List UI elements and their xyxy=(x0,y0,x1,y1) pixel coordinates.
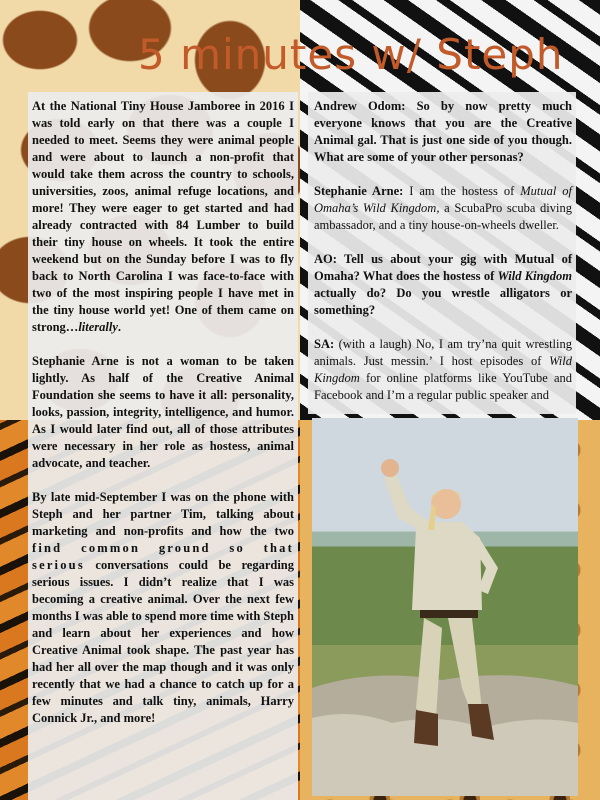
page-title: 5 minutes w/ Steph xyxy=(138,30,564,79)
right-text-column xyxy=(308,92,576,414)
question-2: AO: Tell us about your gig with Mutual of Omaha? What does the hostess of Wild Kingdom actually do? Do you wrestle alligators or something? xyxy=(314,252,572,317)
answer-1: Stephanie Arne: I am the hostess of Mutual of Omaha’s Wild Kingdom, a ScubaPro scuba diving ambassador, and a tiny house-on-wheels dweller. xyxy=(314,184,572,232)
answer-2: SA: (with a laugh) No, I am try’na quit wrestling animals. Just messin.’ I host episodes of Wild Kingdom for online platforms like YouTube and Facebook and I’m a regular public speaker and xyxy=(314,337,572,402)
stephanie-photo xyxy=(312,418,578,796)
profile-paragraph: Stephanie Arne is not a woman to be taken lightly. As half of the Creative Animal Foundation she seems to have it all: personality, looks, passion, integrity, intelligence, and humor. As I would later find out, all of those attributes were necessary in her role as hostess, animal advocate, and teacher. xyxy=(32,354,294,470)
left-text-column xyxy=(28,92,298,800)
intro-paragraph: At the National Tiny House Jamboree in 2016 I was told early on that there was a couple I needed to meet. Seems they were animal people and were about to launch a non-profit that would take them across the country to schools, universities, zoos, animal refuge locations, and more! They were eager to get started and had already contracted with 84 Lumber to build their tiny house on wheels. It took the entire weekend but on the Sunday before I was to fly back to North Carolina I was face-to-face with two of the most inspiring people I have met in the tiny house world yet! One of them came on strong…literally. xyxy=(32,99,294,334)
stephanie-figure-illustration xyxy=(312,418,578,796)
background-paragraph: By late mid-September I was on the phone with Steph and her partner Tim, talking about marketing and non-profits and how the two find common ground so that serious conversations could be regarding serious issues. I didn’t realize that I was becoming a creative animal. Over the next few months I was able to spend more time with Steph and learn about her experiences and how Creative Animal took shape. The past year has had her all over the map though and it was only recently that we had a chance to catch up for a few minutes and talk tiny, animals, Harry Connick Jr., and more! xyxy=(32,490,295,725)
question-1: Andrew Odom: So by now pretty much everyone knows that you are the Creative Animal gal. That is just one side of you though. What are some of your other personas? xyxy=(314,99,572,164)
